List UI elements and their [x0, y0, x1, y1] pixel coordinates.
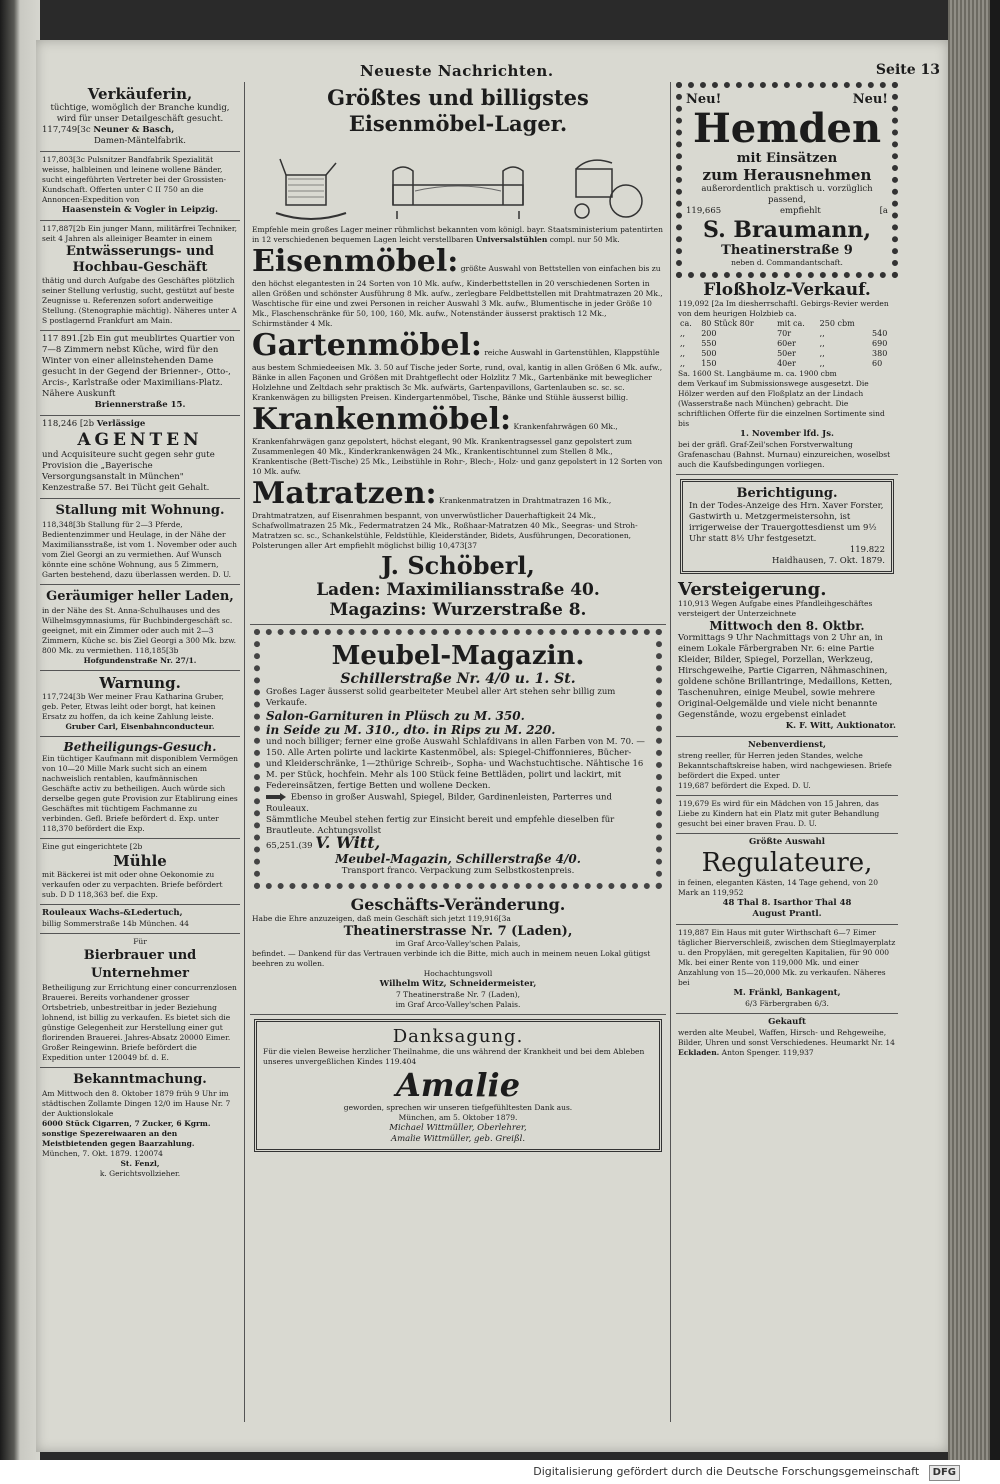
ad-address: Hofgundenstraße Nr. 27/1. — [83, 656, 197, 665]
ad-laden — [40, 585, 240, 671]
ad-ref: 119.404 — [385, 1056, 417, 1066]
ad-body: mit Bäckerei ist mit oder ohne Oekonomie zu verkaufen oder zu verpachten. Briefe befördert sub. D D 118,363 bef. die Exp. — [42, 870, 223, 899]
section-title: Gartenmöbel: — [252, 328, 482, 363]
section-body: größte Auswahl von Bettstellen von einfachen bis zu den höchst elegantesten in 24 Sorten von 10 Mk. aufw., Kinderbettstellen in 20 verschiedenen Sorten in allen Größen und schönster Ausführung 8 Mk. aufw., zerlegbare Feldbettstellen mit Drahtmatrazen 20 Mk., Waschtische für eine und zwei Personen in reicher Auswahl 3 Mk. aufw., Blumentische in jeder Größe 10 Mk., Flaschenschränke für 50, 100, 160, Mk. aufw., Notenständer äusserst praktisch 12 Mk., Schirmständer 4 Mk. — [252, 264, 663, 328]
section-body: Krankenmatratzen in Drahtmatrazen 16 Mk., Drahtmatratzen, auf Eisenrahmen bespannt, von unverwüstlicher Dauerhaftigkeit 24 Mk., Schafwollmatrazen 25 Mk., Federmatratzen 24 Mk., Roßhaar-Matratzen 40 Mk., Seegras- und Stroh-Matratzen sc. sc., Schankelstühle, Feldstühle, Kleiderständer, Bidets, Ausführungen, Decorationen, Polsterungen aller Art empfiehlt möglichst billig — [252, 496, 638, 550]
ad-body: dem Verkauf im Submissionswege ausgesetzt. Die Hölzer werden auf den Floßplatz an der Lindach (Wasserstraße nach München) gebracht. Die schriftlichen Offerte für die einzelnen Sortimente sind bis — [678, 379, 885, 428]
ad-body: Ein Haus mit guter Wirthschaft 6—7 Eimer täglicher Bierverschleiß, zwischen dem Stieglmayerplatz u. den Propyläen, mit geregelten Kapitalien, für 90 000 Mk. bei einer Rente von 119,000 Mk. und einer Anzahlung von 15—20,000 Mk. zu verkaufen. Näheres bei — [678, 928, 896, 987]
ad-body: befindet. — Dankend für das Vertrauen verbinde ich die Bitte, mich auch in meinem neuen Lokal gütigst beehren zu wollen. — [252, 948, 651, 968]
ad-intro: Im diesherrschaftl. Gebirgs-Revier werden von dem heurigen Holzbieb ca. — [678, 299, 889, 318]
ad-body: Ein gut meublirtes Quartier von 7—8 Zimmern nebst Küche, wird für den Winter von einer alleinstehenden Dame gesucht in der Gegend der Brienner-, Otto-, Arcis-, Karlstraße oder Maximilians-Platz. Nähere Auskunft — [42, 334, 235, 399]
furniture-illustrations — [252, 141, 664, 221]
ad-ref: 119,916[3a — [467, 913, 511, 923]
ad-firm: M. Fränkl, Bankagent, — [733, 988, 841, 998]
ad-ref: 119,687 befördert die Exped. D. U. — [678, 781, 811, 790]
ad-ref: 110,913 — [678, 599, 710, 608]
ad-name: Wilhelm Witz, Schneidermeister, — [379, 978, 537, 989]
ad-body: Es wird für ein Mädchen von 15 Jahren, das Liebe zu Kindern hat ein Platz mit guter Behandlung gesucht bei einer braven Frau. D. U. — [678, 799, 880, 828]
ad-versteigerung — [676, 578, 898, 737]
ad-verkaeuferin — [40, 82, 240, 152]
ad-body: Pulsnitzer Bandfabrik Spezialität weisse, halbleinen und leinene wollene Bänder, sucht eingeführten Vertreter bei der Grossisten-Kundschaft. Offerten unter C II 750 an die Annoncen-Expedition von — [42, 155, 226, 204]
ad-title: Bekanntmachung. — [73, 1072, 207, 1087]
ad-signer: K. F. Witt, Auktionator. — [785, 721, 896, 731]
table-cell: 550 — [701, 339, 717, 348]
ad-bierbrauer — [40, 934, 240, 1068]
ad-body: in der Nähe des St. Anna-Schulhauses und des Wilhelmsgymnasiums, für Buchbindergeschäft sc. geeignet, mit ein Zimmer oder auch mit 2—3 Zimmern, Küche sc. bis Ziel Georgi a 300 Mk. bzw. 800 Mk. zu vermiethen. — [42, 606, 236, 655]
ad-regulateure — [676, 834, 898, 925]
ad-address: Briennerstraße 15. — [94, 400, 186, 410]
ad-ref: 65,251.(39 — [266, 840, 313, 851]
ad-firm-sub: Meubel-Magazin, Schillerstraße 4/0. — [335, 851, 581, 866]
rocking-chair-illustration — [266, 155, 356, 221]
ad-title: Mühle — [113, 852, 167, 870]
ad-line2: Sa. 1600 St. Langbäume m. ca. 1900 cbm — [678, 369, 837, 378]
ad-title: Nebenverdienst, — [748, 740, 826, 750]
ad-body: Ein tüchtiger Kaufmann mit disponiblem Vermögen von 10—20 Mille Mark sucht sich an einem nachweislich rentablen, kaufmännischen Geschäfte activ zu betheiligen. Auch würde sich derselbe gegen gute Provision zur Etablirung eines Geschäftes mit tüchtigem Fachmanne zu verbinden. Gefl. Briefe befördert d. Exp. unter — [42, 754, 238, 823]
ad-thanks: geworden, sprechen wir unseren tiefgefühltesten Dank aus. — [343, 1102, 573, 1112]
table-cell: ,, — [680, 339, 686, 348]
column-divider — [670, 82, 671, 1422]
ad-sub1: mit Einsätzen — [736, 151, 838, 166]
table-cell: ,, — [680, 359, 686, 368]
ad-magazin: Magazins: Wurzerstraße 8. — [329, 600, 587, 620]
ad-body: und noch billiger; ferner eine große Auswahl Schlafdivans in allen Farben von M. 70. — 150. Alle Arten polirte und lackirte Kastenmöbel, als: Spiegel-Chiffonnieres, Bücher- und Kleiderschränke, 1—2thürige Schreib-, Sopha- und Wachstuchtische. Nähtische 16 M. per Stück, hochfein. Mehr als 100 Stück feine Bettläden, polirt und lackirt, mit Federeinsätzen, fertige Betten und wollene Decken. — [266, 737, 645, 791]
ad-quartier — [40, 331, 240, 416]
ad-firm: Eckladen. — [678, 1048, 720, 1057]
ad-intro-end: compl. nur 50 Mk. — [549, 235, 620, 244]
ad-body: und Acquisiteure sucht gegen sehr gute Provision die „Bayerische Versorgungsanstalt in München" Kenzestraße 57. Bei Tücht geit Gehalt. — [42, 450, 215, 493]
ad-nebenverdienst — [676, 737, 898, 796]
ad-extra: Ebenso in großer Auswahl, Spiegel, Bilder, Gardinenleisten, Parterres und Rouleaux. — [266, 792, 612, 814]
wheelchair-illustration — [560, 155, 650, 221]
ad-signer-title: k. Gerichtsvollzieher. — [99, 1169, 181, 1178]
ad-ref: 118,370 befördert die Exp. — [42, 824, 145, 833]
middle-column — [250, 82, 666, 1156]
ad-ref: 120074 — [134, 1149, 163, 1158]
ad-ref: 119.822 — [849, 545, 885, 555]
ad-firm: Haasenstein & Vogler in Leipzig. — [62, 205, 218, 215]
table-cell: 60 — [872, 359, 883, 368]
ad-meubel-magazin — [254, 629, 662, 889]
page-header-title: Neueste Nachrichten. — [360, 62, 554, 80]
ad-agenten — [40, 416, 240, 499]
table-cell: 380 — [872, 349, 888, 358]
ad-body: Am Mittwoch den 8. Oktober 1879 früh 9 Uhr im städtischen Zollamte Dingen 12/0 im Hause Nr. 7 der Auktionslokale — [42, 1089, 231, 1118]
ad-flossholz — [676, 278, 898, 475]
ad-title: Größtes und billigstes Eisenmöbel-Lager. — [327, 85, 589, 136]
table-cell: 60er — [777, 339, 796, 348]
table-cell: ,, — [680, 349, 686, 358]
table-header-row — [678, 319, 896, 329]
table-cell: 150 — [701, 359, 717, 368]
ad-bekanntmachung — [40, 1068, 240, 1183]
ad-body: in feinen, eleganten Kästen, 14 Tage gehend, von 20 Mark an — [678, 878, 878, 897]
ad-body: Wer meiner Frau Katharina Gruber, geb. Peter, Etwas leiht oder borgt, hat keinen Ersatz zu hoffen, da ich keine Zahlung leiste. — [42, 692, 224, 721]
ad-ref: 117,749[3c — [42, 125, 91, 135]
newspaper-page — [36, 40, 948, 1452]
ad-location: im Graf Arco-Valley'schen Palais, — [395, 938, 521, 948]
ad-line2: in Seide zu M. 310., dto. in Rips zu M. 220. — [266, 723, 556, 737]
ad-firm: Neuner & Basch, — [93, 125, 175, 135]
table-cell: 80 Stück 80r — [701, 319, 754, 328]
table-cell: ,, — [819, 329, 825, 338]
ad-closing: Sämmtliche Meubel stehen fertig zur Einsicht bereit und empfehle dieselben für Brautleute. Achtungsvollst — [266, 814, 615, 836]
section-title: Matratzen: — [252, 476, 437, 511]
ad-title: Hemden — [692, 105, 882, 152]
ad-body: billig Sommerstraße 14b München. — [42, 919, 177, 928]
ad-title: Meubel-Magazin. — [331, 641, 585, 671]
ad-firm: J. Schöberl, — [381, 551, 535, 580]
ad-rouleaux — [40, 905, 240, 934]
iron-bed-illustration — [383, 161, 533, 221]
column-divider — [244, 82, 245, 1422]
ad-warnung — [40, 671, 240, 737]
ad-intro: Für — [133, 937, 147, 946]
ad-sign2: Amalie Wittmüller, geb. Greißl. — [390, 1133, 526, 1144]
ad-ref: 119,665 — [686, 206, 722, 216]
ad-title: Entwässerungs- und Hochbau-Geschäft — [66, 244, 214, 275]
ad-addr3: im Graf Arco-Valley'schen Palais. — [395, 999, 521, 1009]
table-cell: 40er — [777, 359, 796, 368]
ad-address: 48 Thal 8. Isarthor Thal 48 — [722, 898, 852, 908]
ad-ref: 119,679 — [678, 799, 710, 808]
ad-items: 6000 Stück Cigarren, 7 Zucker, 6 Kgrm. sonstige Spezereiwaaren an den Meistbietenden gegen Baarzahlung. — [42, 1119, 211, 1148]
ad-firm: August Prantl. — [752, 909, 822, 919]
ad-body: Betheiligung zur Errichtung einer concurrenzlosen Brauerei. Bereits vorhandener grosser Ortsbetrieb, unbestreitbar in jeder Beziehung lohnend, ist billig zu verkaufen. Es bietet sich die günstige Gelegenheit zur Herstellung einer gut florirenden Brauerei. Jahres-Absatz 20000 Eimer. Großer Reingewinn. Briefe befördert die Expedition unter — [42, 983, 237, 1062]
ad-name: Amalie — [395, 1065, 521, 1104]
table-cell: ,, — [819, 349, 825, 358]
ad-address: Theatinerstrasse Nr. 7 (Laden), — [343, 923, 573, 939]
ad-title: Gekauft — [768, 1017, 806, 1027]
ad-ref: 118,348[3b — [42, 520, 86, 529]
ad-title: Betheiligungs-Gesuch. — [63, 740, 217, 754]
neu-label: Neu! — [852, 92, 888, 107]
table-cell: ,, — [680, 329, 686, 338]
right-column — [676, 82, 898, 1062]
ad-closing: Hochachtungsvoll — [423, 968, 493, 978]
table-row — [678, 329, 896, 339]
table-cell: 500 — [701, 349, 717, 358]
section-body: reiche Auswahl in Gartenstühlen, Klappstühle aus bestem Schmiedeeisen Mk. 3. 50 auf Tische jeder Sorte, rund, oval, kantig in allen Größen 6 Mk. aufw., Bänke in allen Façonen und Größen mit Drahtgeflecht oder Holzlitz 7 Mk., Gartenbänke mit beweglicher Holzlehne und Zeltdach sehr praktisch 3c Mk. aufwärts, Gartenpavillons, Gartenlauben sc. sc. sc. Krankenwägen zu billigsten Preisen. Kindergartenmöbel, Tische, Bänke und Stühle äusserst billig. — [252, 348, 663, 402]
ad-title: Berichtigung. — [736, 486, 838, 501]
ad-date: München, am 5. Oktober 1879. — [398, 1112, 518, 1122]
ad-signer: St. Fenzl, — [120, 1159, 160, 1168]
ad-date: München, 7. Okt. 1879. — [42, 1149, 132, 1158]
ad-intro: Ein junger Mann, militärfrei Techniker, seit 4 Jahren als alleiniger Beamter in einem — [42, 224, 237, 243]
ad-ref: 120049 bf. d. E. — [108, 1053, 169, 1062]
ad-address: Theatinerstraße 9 — [721, 243, 853, 258]
scan-left-edge — [0, 0, 40, 1484]
ad-lead: Verlässige — [96, 419, 146, 429]
ad-gekauft — [676, 1014, 898, 1062]
ad-body: In der Todes-Anzeige des Hrn. Xaver Forster, Gastwirth u. Metzgermeistersohn, ist irrigerweise der Trauergottesdienst um 9½ Uhr statt 8½ Uhr festgesetzt. — [689, 501, 884, 544]
ad-ref: 119,952 — [712, 888, 744, 897]
ad-name: Anton Spenger. — [721, 1048, 781, 1057]
section-body: Krankenfahrwägen 60 Mk., Krankenfahrwägen ganz gepolstert, höchst elegant, 90 Mk. Krankentragsessel ganz gepolstert zum Zusammenlegen 40 Mk., Kinderkrankenwägen 24 Mk., Krankentischtunnel zum Stellen 8 Mk., Krankentische (Bett-Tische) 25 Mk., Leibstühle in Rohr-, Blech-, Holz- und ganz gepolstert in 12 Sorten von 10 Mk. aufw. — [252, 422, 663, 476]
ad-hemden — [676, 82, 898, 278]
ad-title: Rouleaux Wachs-&Ledertuch, — [42, 908, 183, 918]
scan-right-edge — [990, 0, 1000, 1484]
ad-ref: 117,887[2b — [42, 224, 86, 233]
ad-title: Warnung. — [99, 674, 181, 692]
ad-danksagung — [254, 1019, 662, 1152]
ad-entwaesserung — [40, 221, 240, 331]
ad-body: tüchtige, womöglich der Branche kundig, wird für unser Detailgeschäft gesucht. — [50, 103, 230, 124]
page-number: Seite 13 — [875, 62, 940, 78]
section-title: Eisenmöbel: — [252, 244, 459, 279]
ad-ref2: [a — [879, 206, 888, 216]
ad-title: Floßholz-Verkauf. — [703, 280, 871, 300]
ad-date: 1. November lfd. Js. — [740, 429, 834, 439]
ad-maedchen — [676, 796, 898, 834]
ad-muehle — [40, 839, 240, 905]
table-row — [678, 339, 896, 349]
table-cell: 50er — [777, 349, 796, 358]
table-cell: 540 — [872, 329, 888, 338]
ad-footer: Transport franco. Verpackung zum Selbstkostenpreis. — [341, 865, 575, 876]
ad-body: Stallung für 2—3 Pferde, Bedientenzimmer und Heulage, in der Nähe der Maximiliansstraße, ist vom 1. November oder auch vom Ziel Georgi an zu vermiethen. Auf Wunsch könnte eine schöne Wohnung, aus 5 Zimmern, Garten bestehend, dazu überlassen werden. D. U. — [42, 520, 237, 579]
ad-title: Versteigerung. — [678, 579, 827, 600]
ad-location: neben d. Commandantschaft. — [731, 258, 843, 267]
ad-haus — [676, 925, 898, 1014]
ad-ref: 118,246 [2b — [42, 419, 95, 429]
ad-title: Stallung mit Wohnung. — [55, 503, 225, 518]
ad-firm: V. Witt, — [315, 832, 381, 852]
ad-firm-sub: Damen-Mäntelfabrik. — [93, 136, 187, 146]
ad-date: Haidhausen, 7. Okt. 1879. — [771, 556, 885, 566]
ad-ref: 119,937 — [782, 1048, 814, 1057]
neu-label: Neu! — [686, 92, 722, 107]
ad-ref: 117,724[3b — [42, 692, 86, 701]
pointing-hand-icon — [266, 792, 288, 802]
ad-body2: bei der gräfl. Graf-Zeil'schen Forstverwaltung Grafenaschau (Bahnst. Murnau) einzureichen, woselbst auch die Kaufsbedingungen vorliegen. — [678, 440, 891, 469]
left-column — [40, 82, 240, 1183]
table-cell: 250 cbm — [819, 319, 855, 328]
ad-geschaefts-veraenderung — [250, 893, 666, 1015]
ad-date: Mittwoch den 8. Oktbr. — [709, 619, 865, 633]
table-cell: ,, — [819, 359, 825, 368]
ad-intro: Empfehle mein großes Lager meiner rühmlichst bekannten vom königl. bayr. Staatsministerium patentirten in 12 verschiedenen bequemen Lagen leicht verstellbaren — [252, 225, 663, 244]
table-cell: 200 — [701, 329, 717, 338]
table-row — [678, 359, 896, 369]
ad-title: Verkäuferin, — [87, 85, 193, 103]
ad-address: Schillerstraße Nr. 4/0 u. 1. St. — [340, 671, 576, 687]
ad-line1: Salon-Garnituren in Plüsch zu M. 350. — [266, 709, 525, 723]
ad-title: Geräumiger heller Laden, — [46, 589, 234, 604]
ad-ref: [2b — [129, 842, 143, 851]
table-cell: ca. — [680, 319, 692, 328]
ad-ref: 119,887 — [678, 928, 710, 937]
dfg-logo: DFG — [929, 1465, 960, 1481]
ad-title: Bierbrauer und Unternehmer — [83, 948, 197, 981]
ad-stallung — [40, 499, 240, 585]
ad-body: Für die vielen Beweise herzlicher Theilnahme, die uns während der Krankheit und bei dem Ableben unseres unvergeßlichen Kindes — [263, 1046, 645, 1066]
ad-addr2: 7 Theatinerstraße Nr. 7 (Laden), — [396, 989, 520, 999]
holz-table — [678, 319, 896, 369]
table-cell: 690 — [872, 339, 888, 348]
table-row — [678, 349, 896, 359]
ad-eisenmoebel — [250, 82, 666, 625]
ad-intro: Eine gut eingerichtete — [42, 842, 128, 851]
table-cell: ,, — [819, 339, 825, 348]
ad-body: werden alte Meubel, Waffen, Hirsch- und Rehgeweihe, Bilder, Uhren und sonst Verschiedenes. Heumarkt Nr. 14 — [678, 1028, 895, 1047]
section-title: Krankenmöbel: — [252, 402, 512, 437]
ad-body2: Vormittags 9 Uhr Nachmittags von 2 Uhr an, in einem Lokale Färbergraben Nr. 6: eine Partie Kleider, Bilder, Spiegel, Porzellan, Werkzeug, Hirschgeweihe, Partie Cigarren, Nähmaschinen, goldene schöne Brillantringe, Medaillons, Ketten, Taschenuhren, einige Meubel, sowie mehrere Original-Oelgemälde und viele nicht benannte Gegenstände, wozu ergebenst einladet — [678, 633, 893, 720]
ad-laden: Laden: Maximiliansstraße 40. — [316, 580, 600, 600]
ad-sub3: außerordentlich praktisch u. vorzüglich passend, — [701, 184, 873, 205]
table-cell: 70r — [777, 329, 792, 338]
ad-title: AGENTEN — [77, 430, 203, 450]
ad-intro-bold: Universalstühlen — [475, 235, 548, 244]
ad-ref: 118,185[3b — [134, 646, 179, 655]
ad-firm: S. Braumann, — [702, 217, 872, 243]
ad-empfiehlt: empfiehlt — [779, 206, 821, 216]
ad-title: Danksagung. — [392, 1025, 524, 1047]
ad-ref: 117 891.[2b — [42, 334, 95, 344]
ad-betheiligung — [40, 737, 240, 839]
ad-sign1: Michael Wittmüller, Oberlehrer, — [389, 1122, 527, 1133]
ad-body: thätig und durch Aufgabe des Geschäftes plötzlich seiner Stellung verlustig, sucht, gestützt auf beste Zeugnisse u. Referenzen sofort anderweitige Stellung. (Stenographie mächtig). Näheres unter A S postlagernd Frankfurt am Main. — [42, 276, 237, 325]
ad-ref: 117,803[3c — [42, 155, 85, 164]
ad-address: 6/3 Färbergraben 6/3. — [745, 999, 829, 1008]
credit-text: Digitalisierung gefördert durch die Deutsche Forschungsgemeinschaft — [533, 1465, 920, 1478]
ad-intro: Habe die Ehre anzuzeigen, daß mein Geschäft sich jetzt — [252, 913, 466, 923]
ad-ref: 44 — [179, 919, 189, 928]
ad-intro: Größte Auswahl — [749, 837, 825, 847]
ad-name: Gruber Carl, Eisenbahnconducteur. — [65, 722, 215, 731]
ad-body: streng reeller, für Herren jeden Standes, welche Bekanntschaftskreise haben, wird nachgewiesen. Briefe befördert die Exped. unter — [678, 751, 892, 780]
ad-title: Regulateure, — [701, 848, 873, 878]
ad-berichtigung — [680, 479, 894, 574]
ad-ref: 10,473[37 — [438, 541, 477, 550]
table-cell: mit ca. — [777, 319, 805, 328]
digitization-credit — [0, 1460, 1000, 1484]
ad-bandfabrik — [40, 152, 240, 221]
ad-ref: 119,092 [2a — [678, 299, 724, 308]
ad-body: Wegen Aufgabe eines Pfandleihgeschäftes versteigert der Unterzeichnete — [678, 599, 873, 618]
ad-sub2: zum Herausnehmen — [702, 166, 872, 184]
ad-title: Geschäfts-Veränderung. — [350, 894, 566, 914]
ad-intro: Großes Lager äusserst solid gearbeiteter Meubel aller Art stehen sehr billig zum Verkaufe. — [266, 687, 616, 708]
